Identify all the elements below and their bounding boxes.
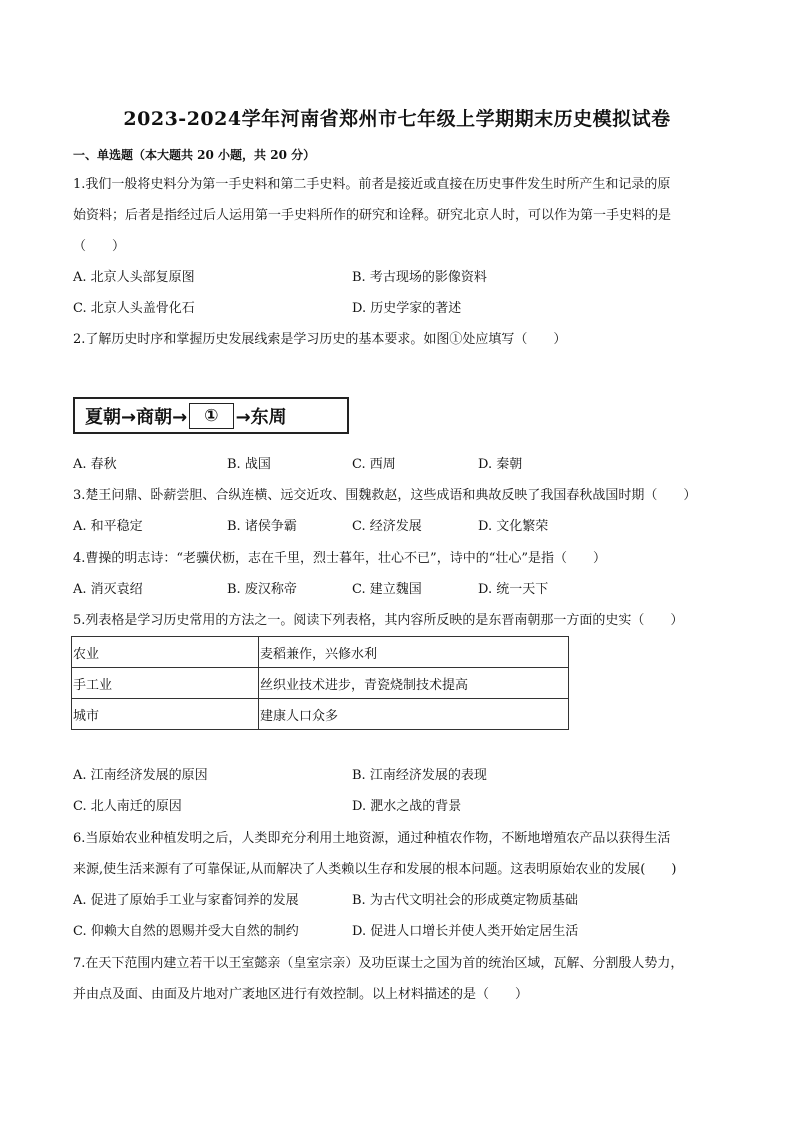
question-1-option-c[interactable]: C. 北京人头盖骨化石	[73, 301, 195, 316]
question-2-text: 2.了解历史时序和掌握历史发展线索是学习历史的基本要求。如图①处应填写（ ）	[73, 332, 567, 347]
table-row	[72, 637, 569, 668]
question-2-option-d[interactable]: D. 秦朝	[478, 457, 523, 472]
question-4-option-c[interactable]: C. 建立魏国	[352, 582, 422, 597]
timeline-after: →东周	[235, 406, 287, 428]
question-1-text-line-3: （ ）	[73, 239, 126, 254]
question-4-option-a[interactable]: A. 消灭袁绍	[73, 582, 143, 597]
question-1-option-a[interactable]: A. 北京人头部复原图	[73, 270, 195, 285]
question-3-option-b[interactable]: B. 诸侯争霸	[227, 519, 297, 534]
question-2-option-b[interactable]: B. 战国	[227, 457, 271, 472]
question-1-text-line-2: 始资料；后者是指经过后人运用第一手史料所作的研究和诠释。研究北京人时，可以作为第一手史料的是	[73, 208, 672, 223]
question-3-text: 3.楚王问鼎、卧薪尝胆、合纵连横、远交近攻、围魏救赵，这些成语和典故反映了我国春秋战国时期（ ）	[73, 488, 697, 503]
question-1-text-line-1: 1.我们一般将史料分为第一手史料和第二手史料。前者是接近或直接在历史事件发生时所产生和记录的原	[73, 177, 671, 192]
question-7-text-line-2: 并由点及面、由面及片地对广袤地区进行有效控制。以上材料描述的是（ ）	[73, 987, 529, 1002]
question-6-option-b[interactable]: B. 为古代文明社会的形成奠定物质基础	[352, 893, 578, 908]
question-4-text: 4.曹操的明志诗：“老骥伏枥，志在千里，烈士暮年，壮心不已”，诗中的“壮心”是指（ ）	[73, 551, 606, 566]
question-1-option-d[interactable]: D. 历史学家的著述	[352, 301, 462, 316]
question-4-option-d[interactable]: D. 统一天下	[478, 582, 549, 597]
table-cell: 城市	[72, 699, 259, 730]
question-5-option-d[interactable]: D. 淝水之战的背景	[352, 799, 462, 814]
table-row	[72, 668, 569, 699]
question-6-text-line-2: 来源,使生活来源有了可靠保证,从而解决了人类赖以生存和发展的根本问题。这表明原始农业的发展( )	[73, 862, 677, 877]
table-cell: 农业	[72, 637, 259, 668]
exam-title: 2023-2024学年河南省郑州市七年级上学期期末历史模拟试卷	[123, 108, 671, 130]
section-heading: 一、单选题（本大题共 20 小题，共 20 分）	[73, 148, 316, 162]
question-5-option-c[interactable]: C. 北人南迁的原因	[73, 799, 182, 814]
table-cell: 手工业	[72, 668, 259, 699]
question-3-option-c[interactable]: C. 经济发展	[352, 519, 422, 534]
question-6-text-line-1: 6.当原始农业种植发明之后，人类即充分利用土地资源，通过种植农作物，不断地增殖农产品以获得生活	[73, 831, 671, 846]
timeline-before: 夏朝→商朝→	[85, 406, 188, 428]
timeline-blank: ①	[189, 403, 233, 429]
question-7-text-line-1: 7.在天下范围内建立若干以王室懿亲（皇室宗亲）及功臣谋士之国为首的统治区域，瓦解、分割殷人势力，	[73, 956, 684, 971]
question-1-option-b[interactable]: B. 考古现场的影像资料	[352, 270, 487, 285]
table-cell: 丝织业技术进步，青瓷烧制技术提高	[259, 668, 569, 699]
question-6-option-a[interactable]: A. 促进了原始手工业与家畜饲养的发展	[73, 893, 299, 908]
question-3-option-d[interactable]: D. 文化繁荣	[478, 519, 549, 534]
table-cell: 麦稻兼作，兴修水利	[259, 637, 569, 668]
question-2-option-c[interactable]: C. 西周	[352, 457, 396, 472]
question-5-option-b[interactable]: B. 江南经济发展的表现	[352, 768, 487, 783]
table-cell: 建康人口众多	[259, 699, 569, 730]
table-row	[72, 699, 569, 730]
economy-table	[71, 636, 569, 730]
question-3-option-a[interactable]: A. 和平稳定	[73, 519, 143, 534]
question-6-option-d[interactable]: D. 促进人口增长并使人类开始定居生活	[352, 924, 579, 939]
question-2-option-a[interactable]: A. 春秋	[73, 457, 117, 472]
dynasty-timeline-figure	[73, 397, 349, 434]
question-6-option-c[interactable]: C. 仰赖大自然的恩赐并受大自然的制约	[73, 924, 299, 939]
question-5-option-a[interactable]: A. 江南经济发展的原因	[73, 768, 208, 783]
question-5-text: 5.列表格是学习历史常用的方法之一。阅读下列表格，其内容所反映的是东晋南朝那一方面的史实（ ）	[73, 613, 684, 628]
question-4-option-b[interactable]: B. 废汉称帝	[227, 582, 297, 597]
